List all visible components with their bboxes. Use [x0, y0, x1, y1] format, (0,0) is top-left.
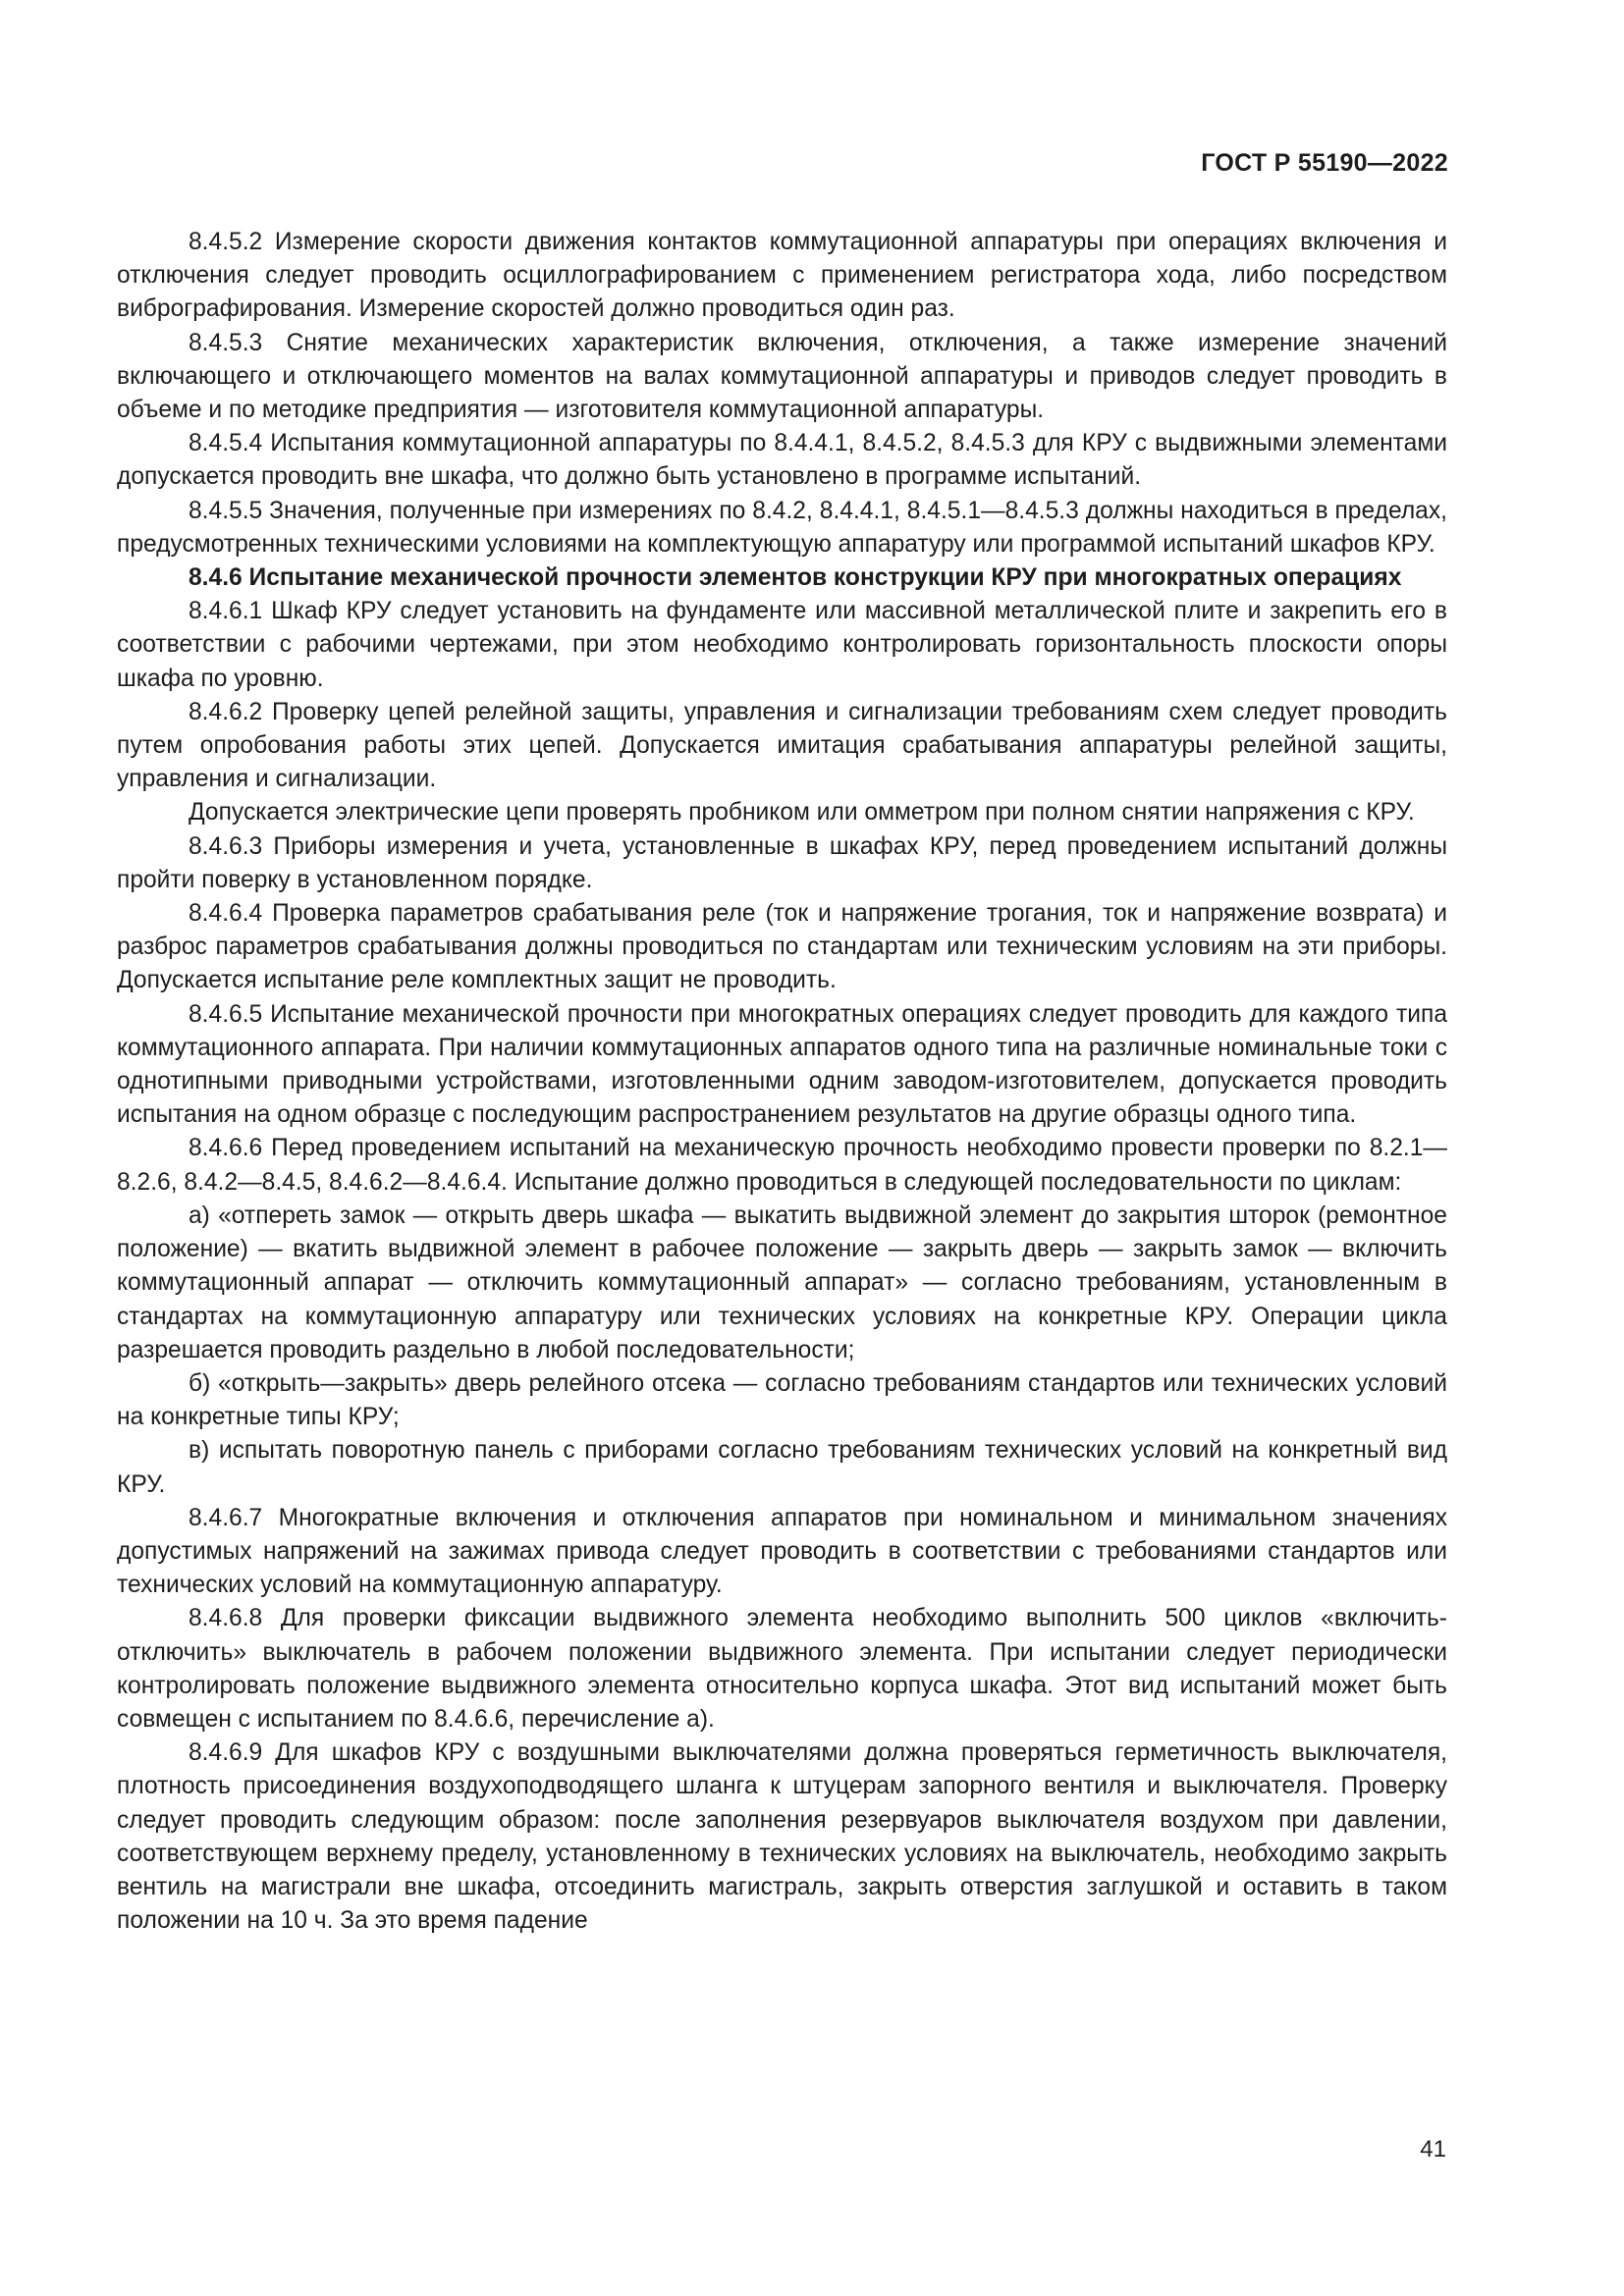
paragraph-8-4-6-1: 8.4.6.1 Шкаф КРУ следует установить на фундаменте или массивной металлической плите и закрепить его в соответствии с рабочими чертежами, при этом необходимо контролировать горизонтальность плоскости опоры шкафа по уровню.	[117, 598, 1447, 692]
paragraph-8-4-5-4: 8.4.5.4 Испытания коммутационной аппаратуры по 8.4.4.1, 8.4.5.2, 8.4.5.3 для КРУ с выдвижными элементами допускается проводить вне шкафа, что должно быть установлено в программе испытаний.	[117, 430, 1447, 491]
paragraph-8-4-6-2: 8.4.6.2 Проверку цепей релейной защиты, управления и сигнализации требованиям схем следует проводить путем опробования работы этих цепей. Допускается имитация срабатывания аппаратуры релейной защиты, управления и сигнализации.	[117, 698, 1447, 793]
paragraph-8-4-5-2: 8.4.5.2 Измерение скорости движения контактов коммутационной аппаратуры при операциях включения и отключения следует проводить осциллографированием с применением регистратора хода, либо посредством вибрографирования. Измерение скоростей должно проводиться один раз.	[117, 229, 1447, 323]
paragraph-8-4-6-4: 8.4.6.4 Проверка параметров срабатывания реле (ток и напряжение трогания, ток и напряжение возврата) и разброс параметров срабатывания должны проводиться по стандартам или техническим условиям на эти приборы. Допускается испытание реле комплектных защит не проводить.	[117, 900, 1447, 994]
paragraph-8-4-6-2-note: Допускается электрические цепи проверять пробником или омметром при полном снятии напряжения с КРУ.	[189, 799, 1415, 827]
section-heading-8-4-6: 8.4.6 Испытание механической прочности элементов конструкции КРУ при многократных операциях	[189, 564, 1402, 592]
paragraph-8-4-6-8: 8.4.6.8 Для проверки фиксации выдвижного элемента необходимо выполнить 500 циклов «включить-отключить» выключатель в рабочем положении выдвижного элемента. При испытании следует периодически контролировать положение выдвижного элемента относительно корпуса шкафа. Этот вид испытаний может быть совмещен с испытанием по 8.4.6.6, перечисление а).	[117, 1605, 1447, 1733]
document-header: ГОСТ Р 55190—2022	[1201, 149, 1448, 177]
paragraph-8-4-6-9: 8.4.6.9 Для шкафов КРУ с воздушными выключателями должна проверяться герметичность выключателя, плотность присоединения воздухоподводящего шланга к штуцерам запорного вентиля и выключателя. Проверку следует проводить следующим образом: после заполнения резервуаров выключателя воздухом при давлении, соответствующем верхнему пределу, установленному в технических условиях на выключатель, необходимо закрыть вентиль на магистрали вне шкафа, отсоединить магистраль, закрыть отверстия заглушкой и оставить в таком положении на 10 ч. За это время падение	[117, 1739, 1447, 1935]
paragraph-8-4-6-7: 8.4.6.7 Многократные включения и отключения аппаратов при номинальном и минимальном значениях допустимых напряжений на зажимах привода следует проводить в соответствии с требованиями стандартов или технических условий на коммутационную аппаратуру.	[117, 1504, 1447, 1599]
paragraph-8-4-5-3: 8.4.5.3 Снятие механических характеристик включения, отключения, а также измерение значений включающего и отключающего моментов на валах коммутационной аппаратуры и приводов следует проводить в объеме и по методике предприятия — изготовителя коммутационной аппаратуры.	[117, 329, 1447, 424]
list-item-v: в) испытать поворотную панель с приборами согласно требованиям технических условий на конкретный вид КРУ.	[117, 1437, 1447, 1498]
list-item-a: а) «отпереть замок — открыть дверь шкафа — выкатить выдвижной элемент до закрытия шторок (ремонтное положение) — вкатить выдвижной элемент в рабочее положение — закрыть дверь — закрыть замок — включить коммутационный аппарат — отключить коммутационный аппарат» — согласно требованиям, установленным в стандартах на коммутационную аппаратуру или технических условиях на конкретные КРУ. Операции цикла разрешается проводить раздельно в любой последовательности;	[117, 1201, 1447, 1363]
page-number: 41	[1420, 2136, 1446, 2163]
paragraph-8-4-6-3: 8.4.6.3 Приборы измерения и учета, установленные в шкафах КРУ, перед проведением испытаний должны пройти поверку в установленном порядке.	[117, 832, 1447, 893]
paragraph-8-4-6-5: 8.4.6.5 Испытание механической прочности при многократных операциях следует проводить для каждого типа коммутационного аппарата. При наличии коммутационных аппаратов одного типа на различные номинальные токи с однотипными приводными устройствами, изготовленными одним заводом-изготовителем, допускается проводить испытания на одном образце с последующим распространением результатов на другие образцы одного типа.	[117, 1000, 1447, 1129]
paragraph-8-4-6-6: 8.4.6.6 Перед проведением испытаний на механическую прочность необходимо провести проверки по 8.2.1—8.2.6, 8.4.2—8.4.5, 8.4.6.2—8.4.6.4. Испытание должно проводиться в следующей последовательности по циклам:	[117, 1135, 1447, 1196]
document-body	[117, 226, 1447, 1938]
list-item-b: б) «открыть—закрыть» дверь релейного отсека — согласно требованиям стандартов или технических условий на конкретные типы КРУ;	[117, 1369, 1447, 1431]
paragraph-8-4-5-5: 8.4.5.5 Значения, полученные при измерениях по 8.4.2, 8.4.4.1, 8.4.5.1—8.4.5.3 должны находиться в пределах, предусмотренных техническими условиями на комплектующую аппаратуру или программой испытаний шкафов КРУ.	[117, 497, 1447, 558]
